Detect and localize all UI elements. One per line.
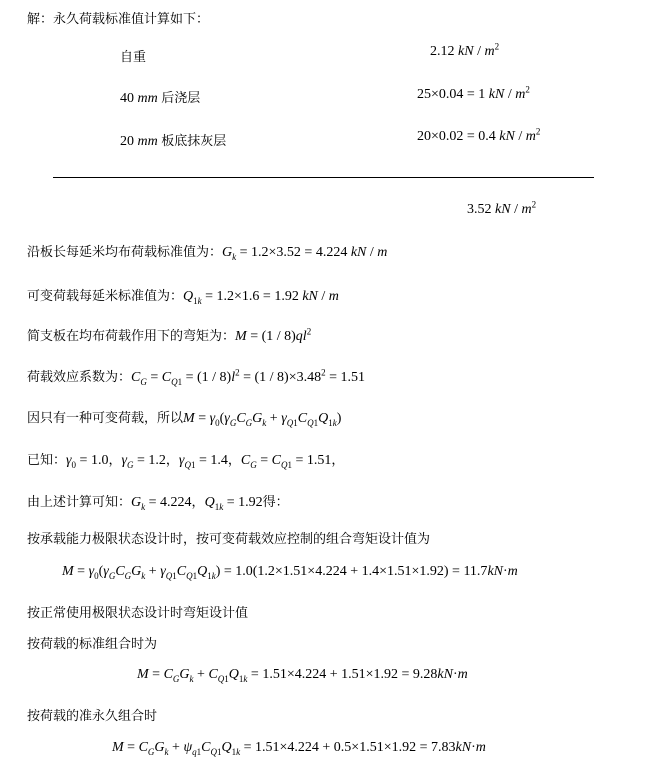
q1k-text: 可变荷载每延米标准值为：$Q_{1k} = 1.2\times 1.6 = 1.92$ kN / m xyxy=(27,289,339,306)
quasi-permanent-equation: $M = C_GG_k + \psi_{q1}C_{Q1}Q_{1k} = 1.51\times 4.224 + 0.5\times 1.51\times 1.92 = 7.83kN\cdot m$ xyxy=(112,740,486,757)
row-label-topping: 40 mm 后浇层 xyxy=(120,91,201,106)
moment-text: 简支板在均布荷载作用下的弯矩为：$M = (1 / 8)ql^2$ xyxy=(27,326,312,344)
from-above-text: 由上述计算可知：$G_k = 4.224$，$Q_{1k} = 1.92$得： xyxy=(27,495,289,512)
sum-divider xyxy=(53,177,594,178)
characteristic-equation: $M = C_GG_k + C_{Q1}Q_{1k} = 1.51\times 4.224 + 1.51\times 1.92 = 9.28kN\cdot m$ xyxy=(137,667,468,684)
gk-text: 沿板长每延米均布荷载标准值为：$G_k = 1.2\times 3.52 = 4.224$ kN / m xyxy=(27,245,388,262)
row-label-plaster: 20 mm 板底抹灰层 xyxy=(120,134,227,149)
uls-heading: 按承载能力极限状态设计时，按可变荷载效应控制的组合弯矩设计值为 xyxy=(27,532,431,547)
intro-text: 解：永久荷载标准值计算如下： xyxy=(27,12,210,27)
row-value-self-weight: 2.12 kN / $m^2$ xyxy=(430,41,500,59)
sls-heading: 按正常使用极限状态设计时弯矩设计值 xyxy=(27,606,249,621)
row-label-self-weight: 自重 xyxy=(120,50,147,65)
row-value-plaster: 20×0.02 = 0.4 kN / $m^2$ xyxy=(417,126,541,144)
total-value: 3.52 kN / $m^2$ xyxy=(467,199,537,217)
known-text: 已知：$\gamma_0 = 1.0$，$\gamma_G = 1.2$，$\gamma_{Q1} = 1.4$，$C_G = C_{Q1} = 1.51$， xyxy=(27,453,345,470)
characteristic-heading: 按荷载的标准组合时为 xyxy=(27,637,158,652)
row-value-topping: 25×0.04 = 1 kN / $m^2$ xyxy=(417,84,530,102)
coefficient-text: 荷载效应系数为：$C_G = C_{Q1} = (1 / 8)l^2 = (1 / 8)\times 3.48^2 = 1.51$ xyxy=(27,367,366,387)
uls-equation: $M = \gamma_0(\gamma_GC_GG_k + \gamma_{Q1}C_{Q1}Q_{1k}) = 1.0(1.2\times 1.51\times 4.224 + 1.4\times 1.51\times 1.92) = 11.7kN\cdot m$ xyxy=(62,564,518,581)
quasi-permanent-heading: 按荷载的准永久组合时 xyxy=(27,709,158,724)
single-variable-text: 因只有一种可变荷载，所以$M = \gamma_0(\gamma_GC_GG_k + \gamma_{Q1}C_{Q1}Q_{1k})$ xyxy=(27,411,342,428)
